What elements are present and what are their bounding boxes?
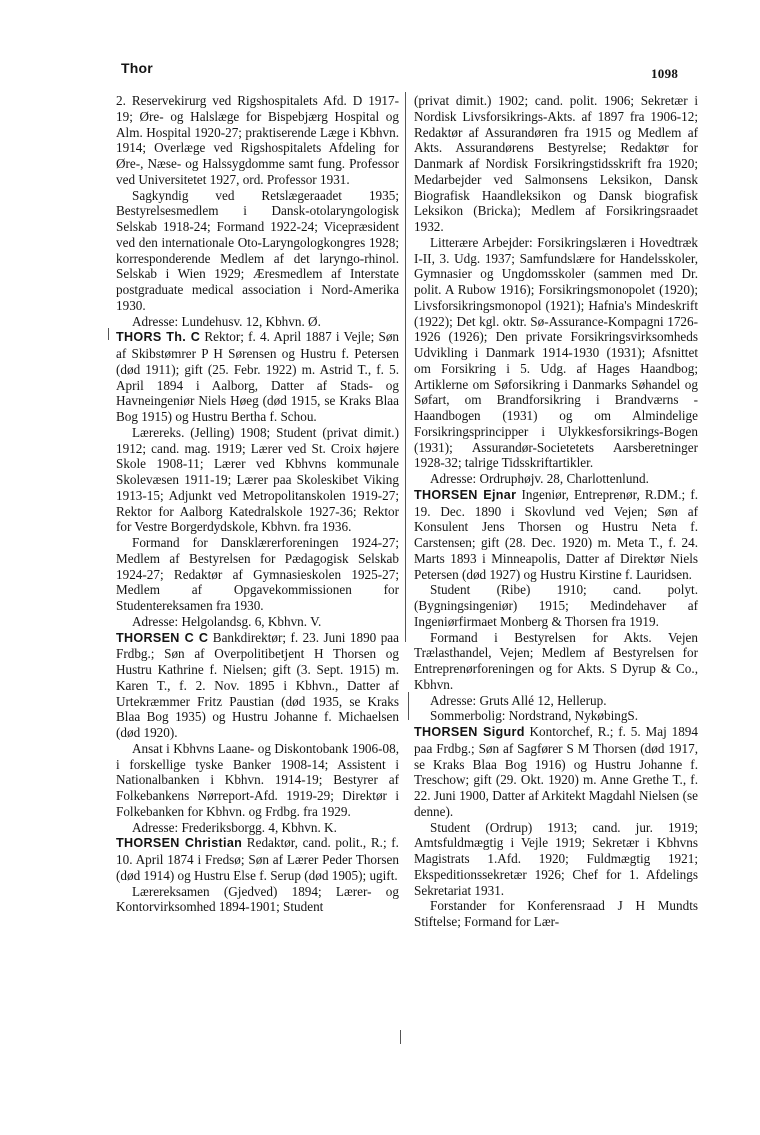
- paragraph-text: Ansat i Kbhvns Laane- og Diskontobank 1906-08, i forskellige tyske Banker 1908-14; Assistent i Nationalbanken i Kbhvn. 1914-19; Bestyrer af Folkebankens Nørreport-Afd. 1919-29; Direktør i Folkebanken for Kbhvn. og Frdbg. fra 1929.: [116, 740, 399, 819]
- paragraph: [414, 898, 698, 930]
- paragraph-text: Sommerbolig: Nordstrand, NykøbingS.: [430, 708, 639, 724]
- paragraph: [414, 820, 698, 899]
- column-divider: [405, 92, 406, 642]
- page-number: 1098: [651, 66, 679, 81]
- paragraph: [414, 630, 698, 693]
- paragraph: [414, 93, 698, 235]
- paragraph: [414, 235, 698, 471]
- paragraph-text: Rektor; f. 4. April 1887 i Vejle; Søn af Skibstømrer P H Sørensen og Hustru f. Petersen (død 1911); gift (25. Febr. 1922) m. Astrid T., f. 5. April 1894 i Aalborg, Datter af Stads- og Havneingeniør Niels Høeg (død 1915, se Kraks Blaa Bog 1915) og Hustru Bertha f. Schou.: [116, 329, 400, 424]
- paragraph: [116, 884, 399, 916]
- entry-paragraph: [116, 329, 399, 425]
- paragraph-text: Adresse: Helgolandsg. 6, Kbhvn. V.: [132, 613, 322, 629]
- paragraph-text: Litterære Arbejder: Forsikringslæren i Hovedtræk I-II, 3. Udg. 1937; Samfundslære for Handelsskoler, Gymnasier og Ungdomsskoler (sammen med Dr. polit. A Rubow 1916); Forsikringsmonopolet (1920); Livsforsikringsmonopol (1921); Hafnia's Mindeskrift (1922); Det kgl. oktr. Sø-Assurance-Kompagni 1726-1926 (1926); Den private Forsikringsvirksomheds Udvikling i Danmark 1914-1930 (1931); Afsnittet om Forsikring i 5. Udg. af Hages Haandbog; Artiklerne om Søforsikring i Danmarks Søhandel og Søfart, om Brandforsikring i Brandværns -Haandbogen (1931) og om Almindelige Forsikringsprincipper i Ulykkesforsikrings-Bogen (1931); Assurandør-Societetets Aarsberetninger 1928-32; talrige Tidsskriftartikler.: [414, 234, 698, 471]
- entry-paragraph: [116, 630, 399, 741]
- left-column: [116, 93, 399, 915]
- paragraph: [116, 425, 399, 535]
- paragraph-text: Redaktør, cand. polit., R.; f. 10. April 1874 i Fredsø; Søn af Lærer Peder Thorsen (død 1914) og Hustru Else f. Serup (død 1905); ugift.: [116, 835, 399, 883]
- paragraph-text: Lærereks. (Jelling) 1908; Student (privat dimit.) 1912; cand. mag. 1919; Lærer ved St. Croix højere Skole 1908-11; Lærer ved Kbhvns kommunale Skolevæsen 1911-19; Lærer paa Skoleskibet Viking 1913-15; Adjunkt ved Metropolitanskolen 1919-27; Rektor for Aalborg Katedralskole 1927-36; Rektor for Vestre Borgerdydskole, Kbhvn. fra 1936.: [116, 424, 399, 535]
- paragraph-text: Formand i Bestyrelsen for Akts. Vejen Trælasthandel, Vejen; Medlem af Bestyrelsen for Entreprenørforeningen og for Akts. S Dyrup & Co., Kbhvn.: [414, 629, 698, 692]
- entry-name: THORSEN Christian: [116, 836, 243, 851]
- paragraph-text: Formand for Dansklærerforeningen 1924-27; Medlem af Bestyrelsen for Pædagogisk Selskab 1924-27; Redaktør af Gymnasieskolen 1925-27; Medlem af Opgavekommissionen for Studentereksamen fra 1930.: [116, 535, 399, 613]
- paragraph: [116, 314, 399, 330]
- paragraph: [116, 535, 399, 614]
- paragraph-text: Ingeniør, Entreprenør, R.DM.; f. 19. Dec. 1890 i Skovlund ved Vejen; Søn af Konsulent Jens Thorsen og Hustru Neta f. Carstensen; gift (28. Dec. 1920) m. Meta T., f. 24. Marts 1893 i Minneapolis, Datter af Direktør Niels Petersen (død 1927) og Hustru Kirstine f. Lauridsen.: [414, 486, 699, 582]
- entry-paragraph: [414, 724, 698, 820]
- entry-name: THORS Th. C: [116, 330, 201, 345]
- running-head: Thor: [121, 60, 153, 76]
- paragraph-text: Adresse: Frederiksborgg. 4, Kbhvn. K.: [132, 819, 337, 835]
- paragraph-text: Adresse: Gruts Allé 12, Hellerup.: [430, 692, 607, 708]
- margin-mark: [400, 1030, 401, 1044]
- margin-mark: [408, 692, 409, 720]
- paragraph: [414, 708, 698, 724]
- paragraph: [116, 614, 399, 630]
- paragraph-text: (privat dimit.) 1902; cand. polit. 1906; Sekretær i Nordisk Livsforsikrings-Akts. af 1897 fra 1906-12; Redaktør af Assurandøren fra 1915 og Medlem af Akts. Assurandørens Bestyrelse; Redaktør for Danmark af Nordisk Forsikringstidsskrift fra 1920; Medarbejder ved Salmonsens Leksikon, Dansk Biografisk Haandleksikon og Dansk biografisk Leksikon (Bricka); Medlem af Forsikringsraadet 1932.: [414, 93, 698, 234]
- paragraph: [116, 93, 399, 188]
- right-column: [414, 93, 698, 930]
- entry-paragraph: [116, 835, 399, 883]
- entry-name: THORSEN C C: [116, 630, 209, 645]
- entry-name: THORSEN Sigurd: [414, 725, 525, 739]
- paragraph: [414, 693, 698, 709]
- paragraph: [414, 471, 698, 487]
- paragraph-text: Student (Ordrup) 1913; cand. jur. 1919; Amtsfuldmægtig i Vejle 1919; Sekretær i Kbhvns Magistrats 1.Afd. 1920; Fuldmægtig 1921; Ekspeditionssekretær 1926; Chef for 1. Afdelings Sekretariat 1931.: [414, 819, 698, 898]
- paragraph-text: Adresse: Ordruphøjv. 28, Charlottenlund.: [430, 471, 649, 486]
- margin-mark: [108, 328, 109, 340]
- paragraph-text: Forstander for Konferensraad J H Mundts Stiftelse; Formand for Lær-: [414, 898, 698, 929]
- paragraph-text: Bankdirektør; f. 23. Juni 1890 paa Frdbg.; Søn af Overpolitibetjent H Thorsen og Hustru Kathrine f. Nielsen; gift (3. Sept. 1915) m. Karen T., f. 2. Nov. 1895 i Kbhvn., Datter af Urtekræmmer Fritz Paustian (død 1935, se Kraks Blaa Bog 1935) og Hustru Johanne f. Michaelsen (død 1920).: [116, 629, 400, 740]
- paragraph: [116, 741, 399, 820]
- paragraph-text: Kontorchef, R.; f. 5. Maj 1894 paa Frdbg.; Søn af Sagfører S M Thorsen (død 1917, se Kraks Blaa Bog 1916) og Hustru Johanne f. Treschow; gift (29. Okt. 1920) m. Anne Grethe T., f. 22. Juni 1900, Datter af Arkitekt Magdahl Nielsen (se denne).: [414, 724, 698, 819]
- entry-name: THORSEN Ejnar: [414, 487, 517, 502]
- paragraph: [116, 820, 399, 836]
- paragraph-text: Student (Ribe) 1910; cand. polyt. (Bygningsingeniør) 1915; Medindehaver af Ingeniørfirmaet Monberg & Thorsen fra 1919.: [414, 582, 698, 629]
- paragraph-text: 2. Reservekirurg ved Rigshospitalets Afd. D 1917-19; Øre- og Halslæge for Bispebjærg Hospital og Alm. Hospital 1920-27; praktiserende Læge i Kbhvn. 1914; Overlæge ved Rigshospitalets Afdeling for Øre-, Næse- og Halssygdomme samt fung. Professor ved Universitetet 1927, ord. Professor 1931.: [116, 93, 399, 187]
- paragraph: [414, 582, 698, 629]
- paragraph-text: Sagkyndig ved Retslægeraadet 1935; Bestyrelsesmedlem i Dansk-otolaryngologisk Selskab 1918-24; Formand 1922-24; Vicepræsident ved den internationale Oto-Laryngologkongres 1928; korresponderende Medlem af det laryngo-rhinol. Selskab i Wien 1929; Æresmedlem af Interstate postgraduate medical association i Nord-Amerika 1930.: [116, 187, 399, 313]
- paragraph: [116, 188, 399, 314]
- paragraph-text: Adresse: Lundehusv. 12, Kbhvn. Ø.: [132, 313, 321, 329]
- entry-paragraph: [414, 487, 698, 583]
- paragraph-text: Lærereksamen (Gjedved) 1894; Lærer- og Kontorvirksomhed 1894-1901; Student: [116, 883, 399, 915]
